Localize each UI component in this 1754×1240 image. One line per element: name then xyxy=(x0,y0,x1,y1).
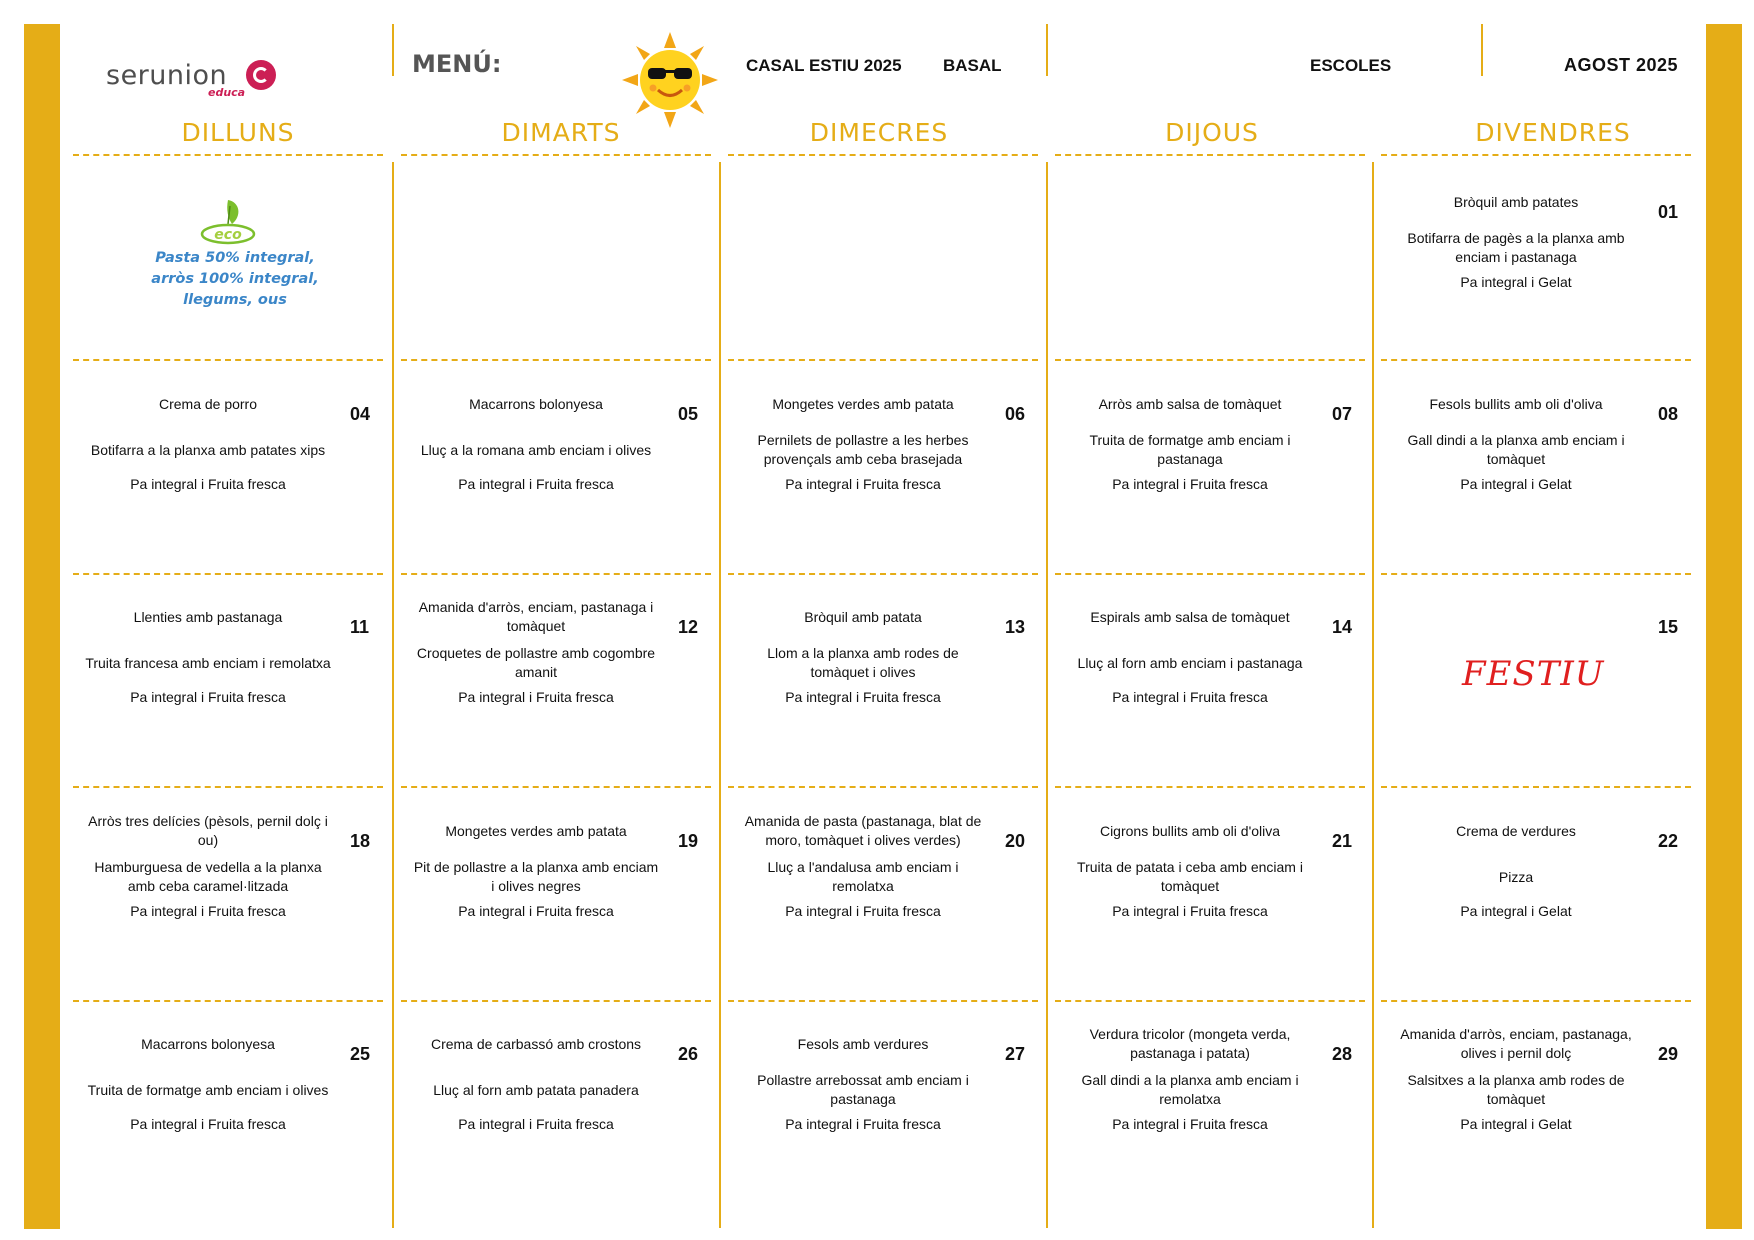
day-number: 07 xyxy=(1332,404,1353,424)
logo-sub: educa xyxy=(208,86,246,99)
first-course: Macarrons bolonyesa xyxy=(141,1035,275,1052)
second-course: Llom a la planxa amb rodes de tomàquet i olives xyxy=(767,645,959,680)
eco-note-text xyxy=(140,248,330,311)
menu-type: BASAL xyxy=(943,56,1002,75)
dessert: Pa integral i Fruita fresca xyxy=(130,1115,286,1132)
svg-text:eco: eco xyxy=(214,227,242,243)
second-course: Pizza xyxy=(1498,868,1534,885)
eco-note-line: arròs 100% integral, xyxy=(151,271,319,287)
day-number: 08 xyxy=(1658,404,1679,424)
second-course: Pit de pollastre a la planxa amb enciam i olives negres xyxy=(413,859,659,894)
menu-cell xyxy=(1055,575,1365,787)
second-course: Lluç a la romana amb enciam i olives xyxy=(420,441,652,458)
day-number: 19 xyxy=(678,831,699,851)
menu-cell xyxy=(1055,789,1365,1000)
column-separator xyxy=(1372,162,1374,1228)
first-course: Mongetes verdes amb patata xyxy=(772,395,954,412)
dessert: Pa integral i Fruita fresca xyxy=(785,1115,941,1132)
day-number: 21 xyxy=(1332,831,1353,851)
eco-note-line: llegums, ous xyxy=(183,292,287,308)
dessert: Pa integral i Fruita fresca xyxy=(1112,475,1268,492)
day-number: 29 xyxy=(1658,1044,1679,1064)
day-number: 12 xyxy=(678,617,699,637)
menu-cell xyxy=(73,1002,383,1222)
first-course: Crema de verdures xyxy=(1456,822,1576,839)
day-number: 05 xyxy=(678,404,699,424)
dessert: Pa integral i Fruita fresca xyxy=(1112,902,1268,919)
first-course: Macarrons bolonyesa xyxy=(469,395,603,412)
day-number: 14 xyxy=(1332,617,1353,637)
holiday-label: FESTIU xyxy=(1462,654,1605,694)
day-header-monday: DILLUNS xyxy=(181,118,295,147)
dessert: Pa integral i Fruita fresca xyxy=(458,1115,614,1132)
menu-cell xyxy=(728,789,1038,1000)
dessert: Pa integral i Gelat xyxy=(1460,273,1572,290)
day-number: 04 xyxy=(350,404,371,424)
day-number: 18 xyxy=(350,831,371,851)
menu-label: MENÚ: xyxy=(412,50,502,78)
second-course: Truita de patata i ceba amb enciam i tomàquet xyxy=(1077,859,1303,894)
row-divider xyxy=(73,359,383,361)
first-course: Verdura tricolor (mongeta verda, pastanaga i patata) xyxy=(1089,1026,1291,1061)
month-label: AGOST 2025 xyxy=(1564,55,1679,75)
second-course: Salsitxes a la planxa amb rodes de tomàquet xyxy=(1407,1072,1625,1107)
row-divider xyxy=(728,359,1038,361)
dessert: Pa integral i Fruita fresca xyxy=(1112,688,1268,705)
day-number: 28 xyxy=(1332,1044,1353,1064)
first-course: Crema de porro xyxy=(158,395,258,412)
second-course: Botifarra de pagès a la planxa amb enciam i pastanaga xyxy=(1407,230,1625,265)
menu-cell xyxy=(1055,1002,1365,1222)
dessert: Pa integral i Fruita fresca xyxy=(1112,1115,1268,1132)
second-course: Gall dindi a la planxa amb enciam i remolatxa xyxy=(1081,1072,1299,1107)
column-separator xyxy=(1046,162,1048,1228)
first-course: Fesols bullits amb oli d'oliva xyxy=(1429,395,1603,412)
column-separator xyxy=(392,162,394,1228)
menu-cell xyxy=(1381,160,1691,360)
second-course: Lluç al forn amb enciam i pastanaga xyxy=(1077,654,1303,671)
dessert: Pa integral i Fruita fresca xyxy=(458,475,614,492)
second-course: Botifarra a la planxa amb patates xips xyxy=(90,441,326,458)
row-divider xyxy=(1055,154,1365,156)
serunion-logo xyxy=(106,58,286,103)
dessert: Pa integral i Fruita fresca xyxy=(458,902,614,919)
first-course: Cigrons bullits amb oli d'oliva xyxy=(1099,822,1281,839)
menu-cell xyxy=(401,575,711,787)
first-course: Amanida de pasta (pastanaga, blat de moro, tomàquet i olives verdes) xyxy=(744,813,982,848)
menu-cell xyxy=(73,789,383,1000)
header-separator xyxy=(1046,24,1048,76)
eco-leaf-icon xyxy=(198,196,258,246)
menu-cell xyxy=(1381,362,1691,573)
menu-cell xyxy=(728,1002,1038,1222)
logo-name: serunion xyxy=(106,60,228,91)
day-header-friday: DIVENDRES xyxy=(1475,118,1631,147)
dessert: Pa integral i Gelat xyxy=(1460,1115,1572,1132)
second-course: Gall dindi a la planxa amb enciam i tomàquet xyxy=(1407,432,1625,467)
eco-note xyxy=(140,186,330,316)
row-divider xyxy=(1381,154,1691,156)
menu-cell xyxy=(401,789,711,1000)
left-accent-bar xyxy=(24,24,60,1229)
day-number: 15 xyxy=(1658,617,1679,637)
day-number: 25 xyxy=(350,1044,371,1064)
logo-swirl-icon xyxy=(246,60,276,90)
day-number: 01 xyxy=(1658,202,1679,222)
schools-label: ESCOLES xyxy=(1310,56,1392,75)
dessert: Pa integral i Fruita fresca xyxy=(130,475,286,492)
header-separator xyxy=(392,24,394,76)
first-course: Bròquil amb patates xyxy=(1453,193,1579,210)
day-number: 13 xyxy=(1005,617,1026,637)
second-course: Lluç a l'andalusa amb enciam i remolatxa xyxy=(767,859,959,894)
menu-cell xyxy=(728,575,1038,787)
menu-cell xyxy=(1055,362,1365,573)
first-course: Arròs amb salsa de tomàquet xyxy=(1098,395,1282,412)
dessert: Pa integral i Fruita fresca xyxy=(130,902,286,919)
dessert: Pa integral i Gelat xyxy=(1460,902,1572,919)
eco-note-line: Pasta 50% integral, xyxy=(155,250,315,266)
second-course: Hamburguesa de vedella a la planxa amb ceba caramel·litzada xyxy=(94,859,322,894)
menu-cell xyxy=(401,362,711,573)
header-separator xyxy=(1481,24,1483,76)
dessert: Pa integral i Fruita fresca xyxy=(458,688,614,705)
sun-with-sunglasses-icon xyxy=(620,30,720,130)
row-divider xyxy=(1055,359,1365,361)
first-course: Mongetes verdes amb patata xyxy=(445,822,627,839)
day-number: 22 xyxy=(1658,831,1679,851)
second-course: Lluç al forn amb patata panadera xyxy=(433,1081,639,1098)
menu-cell xyxy=(73,575,383,787)
menu-cell xyxy=(1381,1002,1691,1222)
first-course: Fesols amb verdures xyxy=(797,1035,929,1052)
row-divider xyxy=(728,154,1038,156)
second-course: Truita de formatge amb enciam i pastanaga xyxy=(1089,432,1291,467)
second-course: Croquetes de pollastre amb cogombre amanit xyxy=(416,645,656,680)
menu-cell xyxy=(1381,575,1691,787)
day-number: 20 xyxy=(1005,831,1026,851)
row-divider xyxy=(401,154,711,156)
second-course: Truita de formatge amb enciam i olives xyxy=(87,1081,329,1098)
first-course: Llenties amb pastanaga xyxy=(133,608,283,625)
dessert: Pa integral i Fruita fresca xyxy=(785,688,941,705)
row-divider xyxy=(401,359,711,361)
day-number: 26 xyxy=(678,1044,699,1064)
first-course: Espirals amb salsa de tomàquet xyxy=(1090,608,1290,625)
dessert: Pa integral i Fruita fresca xyxy=(130,688,286,705)
first-course: Amanida d'arròs, enciam, pastanaga, olives i pernil dolç xyxy=(1400,1026,1632,1061)
dessert: Pa integral i Fruita fresca xyxy=(785,902,941,919)
menu-cell xyxy=(728,362,1038,573)
day-number: 11 xyxy=(350,617,370,637)
first-course: Crema de carbassó amb crostons xyxy=(430,1035,642,1052)
first-course: Bròquil amb patata xyxy=(804,608,922,625)
day-header-wednesday: DIMECRES xyxy=(809,118,949,147)
second-course: Truita francesa amb enciam i remolatxa xyxy=(85,654,331,671)
first-course: Arròs tres delícies (pèsols, pernil dolç i ou) xyxy=(88,813,328,848)
menu-cell xyxy=(1381,789,1691,1000)
menu-cell xyxy=(73,362,383,573)
menu-cell xyxy=(401,1002,711,1222)
row-divider xyxy=(73,154,383,156)
dessert: Pa integral i Fruita fresca xyxy=(785,475,941,492)
day-number: 27 xyxy=(1005,1044,1026,1064)
dessert: Pa integral i Gelat xyxy=(1460,475,1572,492)
right-accent-bar xyxy=(1706,24,1742,1229)
second-course: Pollastre arrebossat amb enciam i pastanaga xyxy=(757,1072,969,1107)
first-course: Amanida d'arròs, enciam, pastanaga i tomàquet xyxy=(418,599,654,634)
day-number: 06 xyxy=(1005,404,1026,424)
camp-title: CASAL ESTIU 2025 xyxy=(746,56,902,75)
day-header-thursday: DIJOUS xyxy=(1165,118,1259,147)
column-separator xyxy=(719,162,721,1228)
day-header-tuesday: DIMARTS xyxy=(501,118,621,147)
second-course: Pernilets de pollastre a les herbes provençals amb ceba brasejada xyxy=(757,432,969,467)
